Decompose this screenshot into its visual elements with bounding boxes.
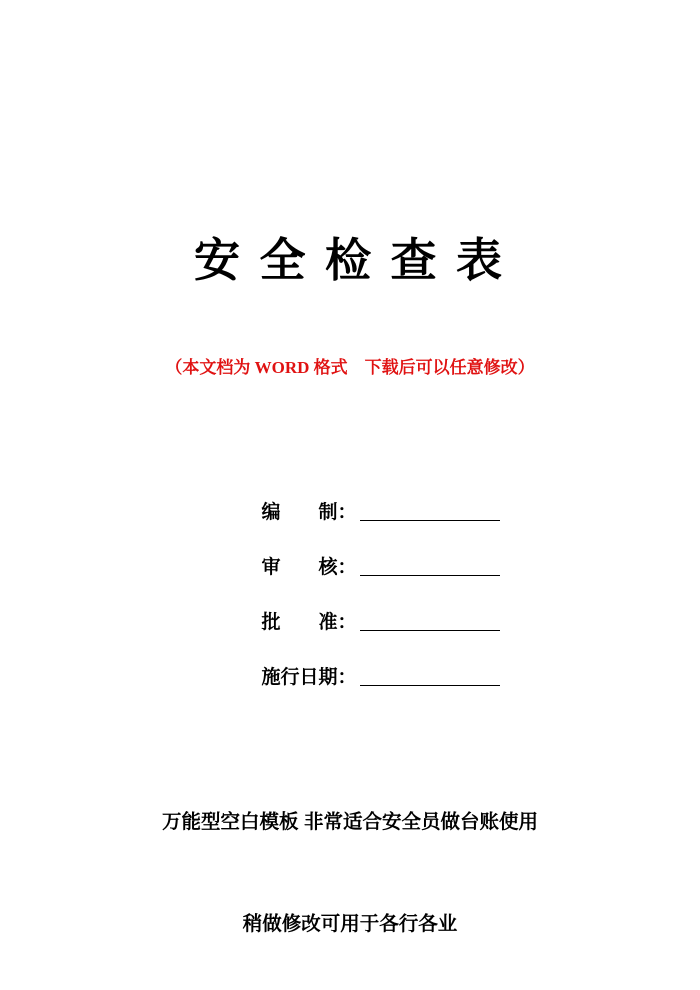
approved-by-blank-line[interactable] — [360, 630, 500, 631]
reviewed-by-blank-line[interactable] — [360, 575, 500, 576]
implementation-date-label: 施行日期： — [261, 667, 357, 688]
footer-line-1: 万能型空白模板 非常适合安全员做台账使用 — [162, 811, 538, 833]
approved-by-label: 批 准： — [261, 612, 357, 633]
footer-line-2: 稍做修改可用于各行各业 — [242, 913, 458, 935]
prepared-by-blank-line[interactable] — [360, 520, 500, 521]
implementation-date-blank-line[interactable] — [360, 685, 500, 686]
form-row-reviewed-by — [233, 529, 500, 578]
form-row-prepared-by — [233, 474, 500, 523]
signature-form — [233, 474, 500, 694]
word-format-notice: （本文档为 WORD 格式 下载后可以任意修改） — [165, 358, 535, 377]
document-title: 安 全 检 查 表 — [194, 235, 506, 286]
footer-description — [0, 737, 700, 990]
reviewed-by-label: 审 核： — [261, 557, 357, 578]
form-row-approved-by — [233, 584, 500, 633]
form-row-implementation-date — [233, 639, 500, 688]
prepared-by-label: 编 制： — [261, 502, 357, 523]
